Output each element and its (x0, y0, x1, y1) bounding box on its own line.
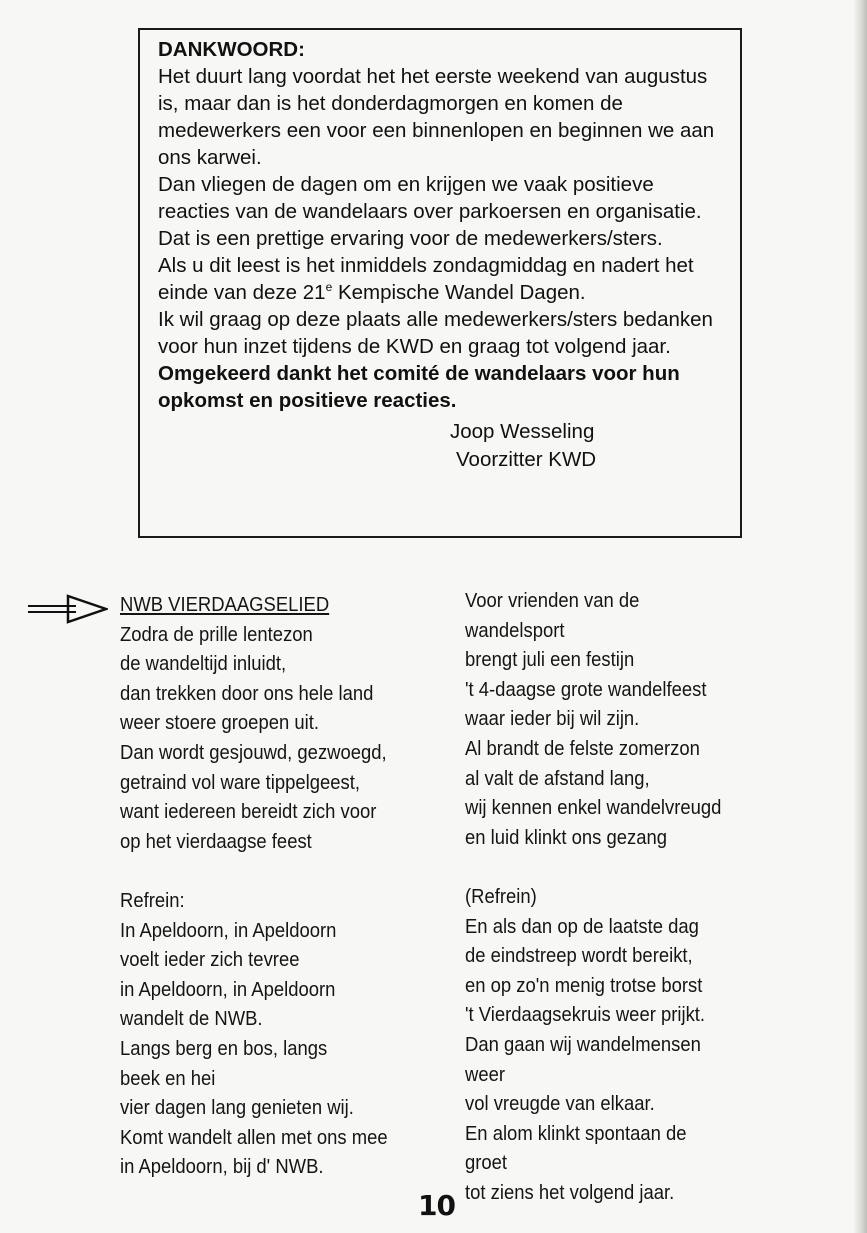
verse-line: waar ieder bij wil zijn. (465, 707, 640, 731)
signature (450, 418, 726, 474)
verse-line: vol vreugde van elkaar. (465, 1092, 655, 1116)
verse-line: de eindstreep wordt bereikt, (465, 944, 693, 968)
verse-line: Dan wordt gesjouwd, gezwoegd, (120, 740, 387, 764)
song-left-column (120, 590, 388, 1182)
verse-line: 't Vierdaagsekruis weer prijkt. (465, 1003, 706, 1027)
signature-name: Joop Wesseling (450, 420, 595, 443)
thanks-p3-text-end: Kempische Wandel Dagen. (332, 281, 586, 304)
thanks-paragraph-4 (158, 306, 726, 414)
signature-role: Voorzitter KWD (456, 448, 597, 471)
refrain-line: vier dagen lang genieten wij. (120, 1096, 354, 1120)
refrain-line: Langs berg en bos, langs (120, 1036, 328, 1060)
verse-line: getraind vol ware tippelgeest, (120, 770, 361, 794)
verse-line: op het vierdaagse feest (120, 829, 312, 853)
verse-line: brengt juli een festijn (465, 648, 635, 672)
thanks-box (138, 28, 742, 538)
refrain-line: Komt wandelt allen met ons mee (120, 1125, 388, 1149)
verse-line: weer (465, 1062, 505, 1086)
verse-line: en luid klinkt ons gezang (465, 825, 668, 849)
verse-line: Voor vrienden van de (465, 589, 640, 612)
arrow-icon (28, 593, 108, 627)
thanks-title: DANKWOORD: (158, 38, 305, 61)
thanks-paragraph-1: Het duurt lang voordat het het eerste weekend van augustus is, maar dan is het donderdagmorgen en komen de medewerkers een voor een binnenlopen en beginnen we aan ons karwei. (158, 65, 715, 169)
verse-line: wij kennen enkel wandelvreugd (465, 796, 722, 820)
verse-line: dan trekken door ons hele land (120, 681, 374, 705)
thanks-paragraph-2: Dan vliegen de dagen om en krijgen we vaak positieve reacties van de wandelaars over parkoersen en organisatie. Dat is een prettige ervaring voor de medewerkers/sters. (158, 173, 702, 250)
verse-line: want iedereen bereidt zich voor (120, 800, 377, 824)
verse-line: tot ziens het volgend jaar. (465, 1180, 675, 1204)
refrain-line: In Apeldoorn, in Apeldoorn (120, 918, 337, 942)
thanks-paragraph-3 (158, 252, 726, 306)
stanza-gap (465, 852, 721, 882)
verse-line: En als dan op de laatste dag (465, 914, 699, 938)
verse-line: Al brandt de felste zomerzon (465, 736, 700, 760)
verse-line: (Refrein) (465, 884, 537, 908)
refrain-line: in Apeldoorn, in Apeldoorn (120, 977, 336, 1001)
stanza-gap (120, 856, 388, 886)
page-edge-shadow (853, 0, 867, 1233)
refrain-line: beek en hei (120, 1066, 216, 1090)
verse-line: wandelsport (465, 618, 565, 642)
song-right-column (465, 586, 721, 1207)
refrain-label: Refrein: (120, 888, 185, 912)
verse-line: 't 4-daagse grote wandelfeest (465, 677, 707, 701)
thanks-p3-sup: e (325, 280, 333, 295)
verse-line: al valt de afstand lang, (465, 766, 650, 790)
verse-line: groet (465, 1151, 508, 1175)
verse-line: en op zo'n menig trotse borst (465, 973, 703, 997)
thanks-p4-text: Ik wil graag op deze plaats alle medewerkers/sters bedanken voor hun inzet tijdens de KWD en graag tot volgend jaar. (158, 308, 713, 358)
verse-line: de wandeltijd inluidt, (120, 652, 287, 676)
verse-line: Dan gaan wij wandelmensen (465, 1032, 701, 1056)
refrain-line: in Apeldoorn, bij d' NWB. (120, 1155, 324, 1179)
page-number: 10 (418, 1189, 455, 1222)
verse-line: En alom klinkt spontaan de (465, 1121, 687, 1145)
verse-line: Zodra de prille lentezon (120, 622, 313, 646)
verse-line: weer stoere groepen uit. (120, 711, 319, 735)
thanks-p3-text: Als u dit leest is het inmiddels zondagmiddag en nadert het einde van deze 21 (158, 254, 694, 304)
song-title: NWB VIERDAAGSELIED (120, 593, 330, 616)
refrain-line: voelt ieder zich tevree (120, 948, 300, 972)
refrain-line: wandelt de NWB. (120, 1007, 263, 1031)
thanks-p4-bold: Omgekeerd dankt het comité de wandelaars voor hun opkomst en positieve reacties. (158, 362, 680, 412)
